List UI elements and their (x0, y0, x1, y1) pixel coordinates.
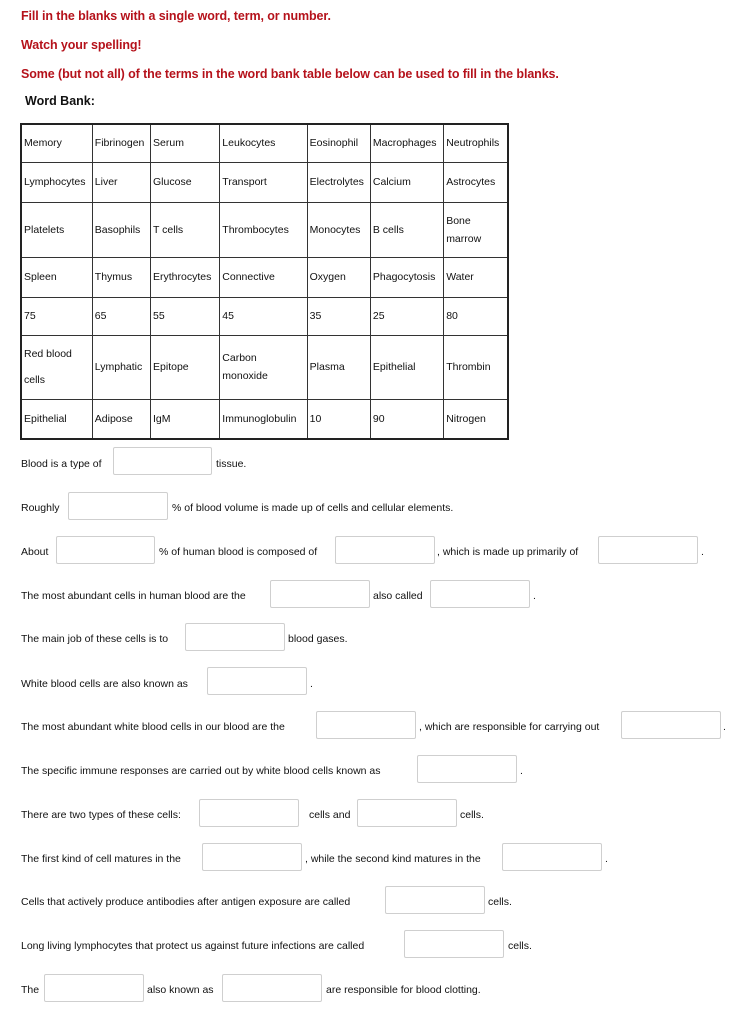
table-row (21, 297, 508, 335)
answer-9a-input[interactable] (199, 799, 299, 827)
table-cell: 75 (21, 297, 92, 335)
table-cell: Carbon monoxide (220, 335, 307, 399)
answer-13a-input[interactable] (44, 974, 144, 1002)
table-cell: Nitrogen (444, 399, 508, 439)
question-8-text-end: . (520, 765, 523, 777)
table-cell: Water (444, 257, 508, 297)
question-9-text-mid: cells and (309, 809, 351, 821)
question-11-text: Cells that actively produce antibodies after antigen exposure are called (21, 896, 351, 908)
question-3-text: About (21, 546, 49, 558)
table-row (21, 162, 508, 202)
answer-3c-input[interactable] (598, 536, 698, 564)
table-cell: Electrolytes (307, 162, 370, 202)
table-cell: Epithelial (370, 335, 443, 399)
table-row (21, 202, 508, 257)
answer-3a-input[interactable] (56, 536, 155, 564)
table-cell: IgM (151, 399, 220, 439)
table-cell: Thrombin (444, 335, 508, 399)
question-6-text-end: . (310, 678, 313, 690)
question-10-text-end: . (605, 853, 608, 865)
question-1-text: Blood is a type of (21, 458, 102, 470)
table-cell: Spleen (21, 257, 92, 297)
question-13-text-mid: also known as (147, 984, 214, 996)
table-cell: Liver (92, 162, 150, 202)
question-2-text-end: % of blood volume is made up of cells and cellular elements. (172, 502, 454, 514)
question-6-text: White blood cells are also known as (21, 678, 188, 690)
table-cell: B cells (370, 202, 443, 257)
question-3-text-end: . (701, 546, 704, 558)
table-cell: 45 (220, 297, 307, 335)
question-7-text-end: . (723, 721, 726, 733)
question-7-text: The most abundant white blood cells in our blood are the (21, 721, 285, 733)
question-4-text-end: . (533, 590, 536, 602)
answer-10b-input[interactable] (502, 843, 602, 871)
answer-10a-input[interactable] (202, 843, 302, 871)
question-8-text: The specific immune responses are carried out by white blood cells known as (21, 765, 381, 777)
question-12-text-end: cells. (508, 940, 532, 952)
table-cell: Red blood cells (21, 335, 92, 399)
table-cell: 80 (444, 297, 508, 335)
question-9-text-end: cells. (460, 809, 484, 821)
answer-12-input[interactable] (404, 930, 504, 958)
word-bank-table (20, 123, 509, 440)
table-cell: Phagocytosis (370, 257, 443, 297)
table-cell: Thymus (92, 257, 150, 297)
word-bank-title: Word Bank: (25, 94, 95, 108)
question-2-text: Roughly (21, 502, 60, 514)
table-cell: Erythrocytes (151, 257, 220, 297)
table-cell: Neutrophils (444, 124, 508, 162)
table-cell: Bone marrow (444, 202, 508, 257)
table-cell: Lymphocytes (21, 162, 92, 202)
answer-2-input[interactable] (68, 492, 168, 520)
question-13-text: The (21, 984, 40, 996)
table-cell: Adipose (92, 399, 150, 439)
instruction-title: Fill in the blanks with a single word, term, or number. (21, 9, 331, 23)
question-9-text: There are two types of these cells: (21, 809, 181, 821)
table-cell: T cells (151, 202, 220, 257)
table-cell: Fibrinogen (92, 124, 150, 162)
table-cell: Glucose (151, 162, 220, 202)
table-cell: Thrombocytes (220, 202, 307, 257)
question-7-text-mid: , which are responsible for carrying out (419, 721, 600, 733)
answer-13b-input[interactable] (222, 974, 322, 1002)
answer-4b-input[interactable] (430, 580, 530, 608)
table-cell: Basophils (92, 202, 150, 257)
table-cell: Monocytes (307, 202, 370, 257)
table-cell: Immunoglobulin (220, 399, 307, 439)
question-5-text-end: blood gases. (288, 633, 348, 645)
table-cell: Memory (21, 124, 92, 162)
table-cell: 35 (307, 297, 370, 335)
table-cell: Astrocytes (444, 162, 508, 202)
table-cell: Serum (151, 124, 220, 162)
answer-11-input[interactable] (385, 886, 485, 914)
answer-8-input[interactable] (417, 755, 517, 783)
answer-7a-input[interactable] (316, 711, 416, 739)
question-10-text: The first kind of cell matures in the (21, 853, 181, 865)
question-3-text-mid2: , which is made up primarily of (437, 546, 579, 558)
instruction-spelling: Watch your spelling! (21, 38, 142, 52)
table-cell: Lymphatic (92, 335, 150, 399)
table-cell: Platelets (21, 202, 92, 257)
table-cell: 25 (370, 297, 443, 335)
table-cell: 10 (307, 399, 370, 439)
table-cell: Leukocytes (220, 124, 307, 162)
question-11-text-end: cells. (488, 896, 512, 908)
question-5-text: The main job of these cells is to (21, 633, 169, 645)
table-cell: Plasma (307, 335, 370, 399)
table-cell: 90 (370, 399, 443, 439)
answer-5-input[interactable] (185, 623, 285, 651)
answer-6-input[interactable] (207, 667, 307, 695)
question-10-text-mid: , while the second kind matures in the (305, 853, 481, 865)
question-4-text: The most abundant cells in human blood are the (21, 590, 246, 602)
table-row (21, 124, 508, 162)
answer-1-input[interactable] (113, 447, 212, 475)
answer-7b-input[interactable] (621, 711, 721, 739)
table-cell: Calcium (370, 162, 443, 202)
table-cell: Connective (220, 257, 307, 297)
table-row (21, 399, 508, 439)
table-cell: Oxygen (307, 257, 370, 297)
table-row (21, 257, 508, 297)
table-cell: Transport (220, 162, 307, 202)
answer-4a-input[interactable] (270, 580, 370, 608)
answer-9b-input[interactable] (357, 799, 457, 827)
table-cell: Eosinophil (307, 124, 370, 162)
table-row (21, 335, 508, 399)
table-cell: 65 (92, 297, 150, 335)
table-cell: Epithelial (21, 399, 92, 439)
table-cell: Epitope (151, 335, 220, 399)
question-4-text-mid: also called (373, 590, 423, 602)
question-1-text-end: tissue. (216, 458, 247, 470)
table-cell: Macrophages (370, 124, 443, 162)
question-13-text-end: are responsible for blood clotting. (326, 984, 481, 996)
answer-3b-input[interactable] (335, 536, 435, 564)
table-cell: 55 (151, 297, 220, 335)
instruction-word-bank: Some (but not all) of the terms in the word bank table below can be used to fill in the blanks. (21, 67, 559, 81)
question-12-text: Long living lymphocytes that protect us against future infections are called (21, 940, 365, 952)
question-3-text-mid: % of human blood is composed of (159, 546, 318, 558)
